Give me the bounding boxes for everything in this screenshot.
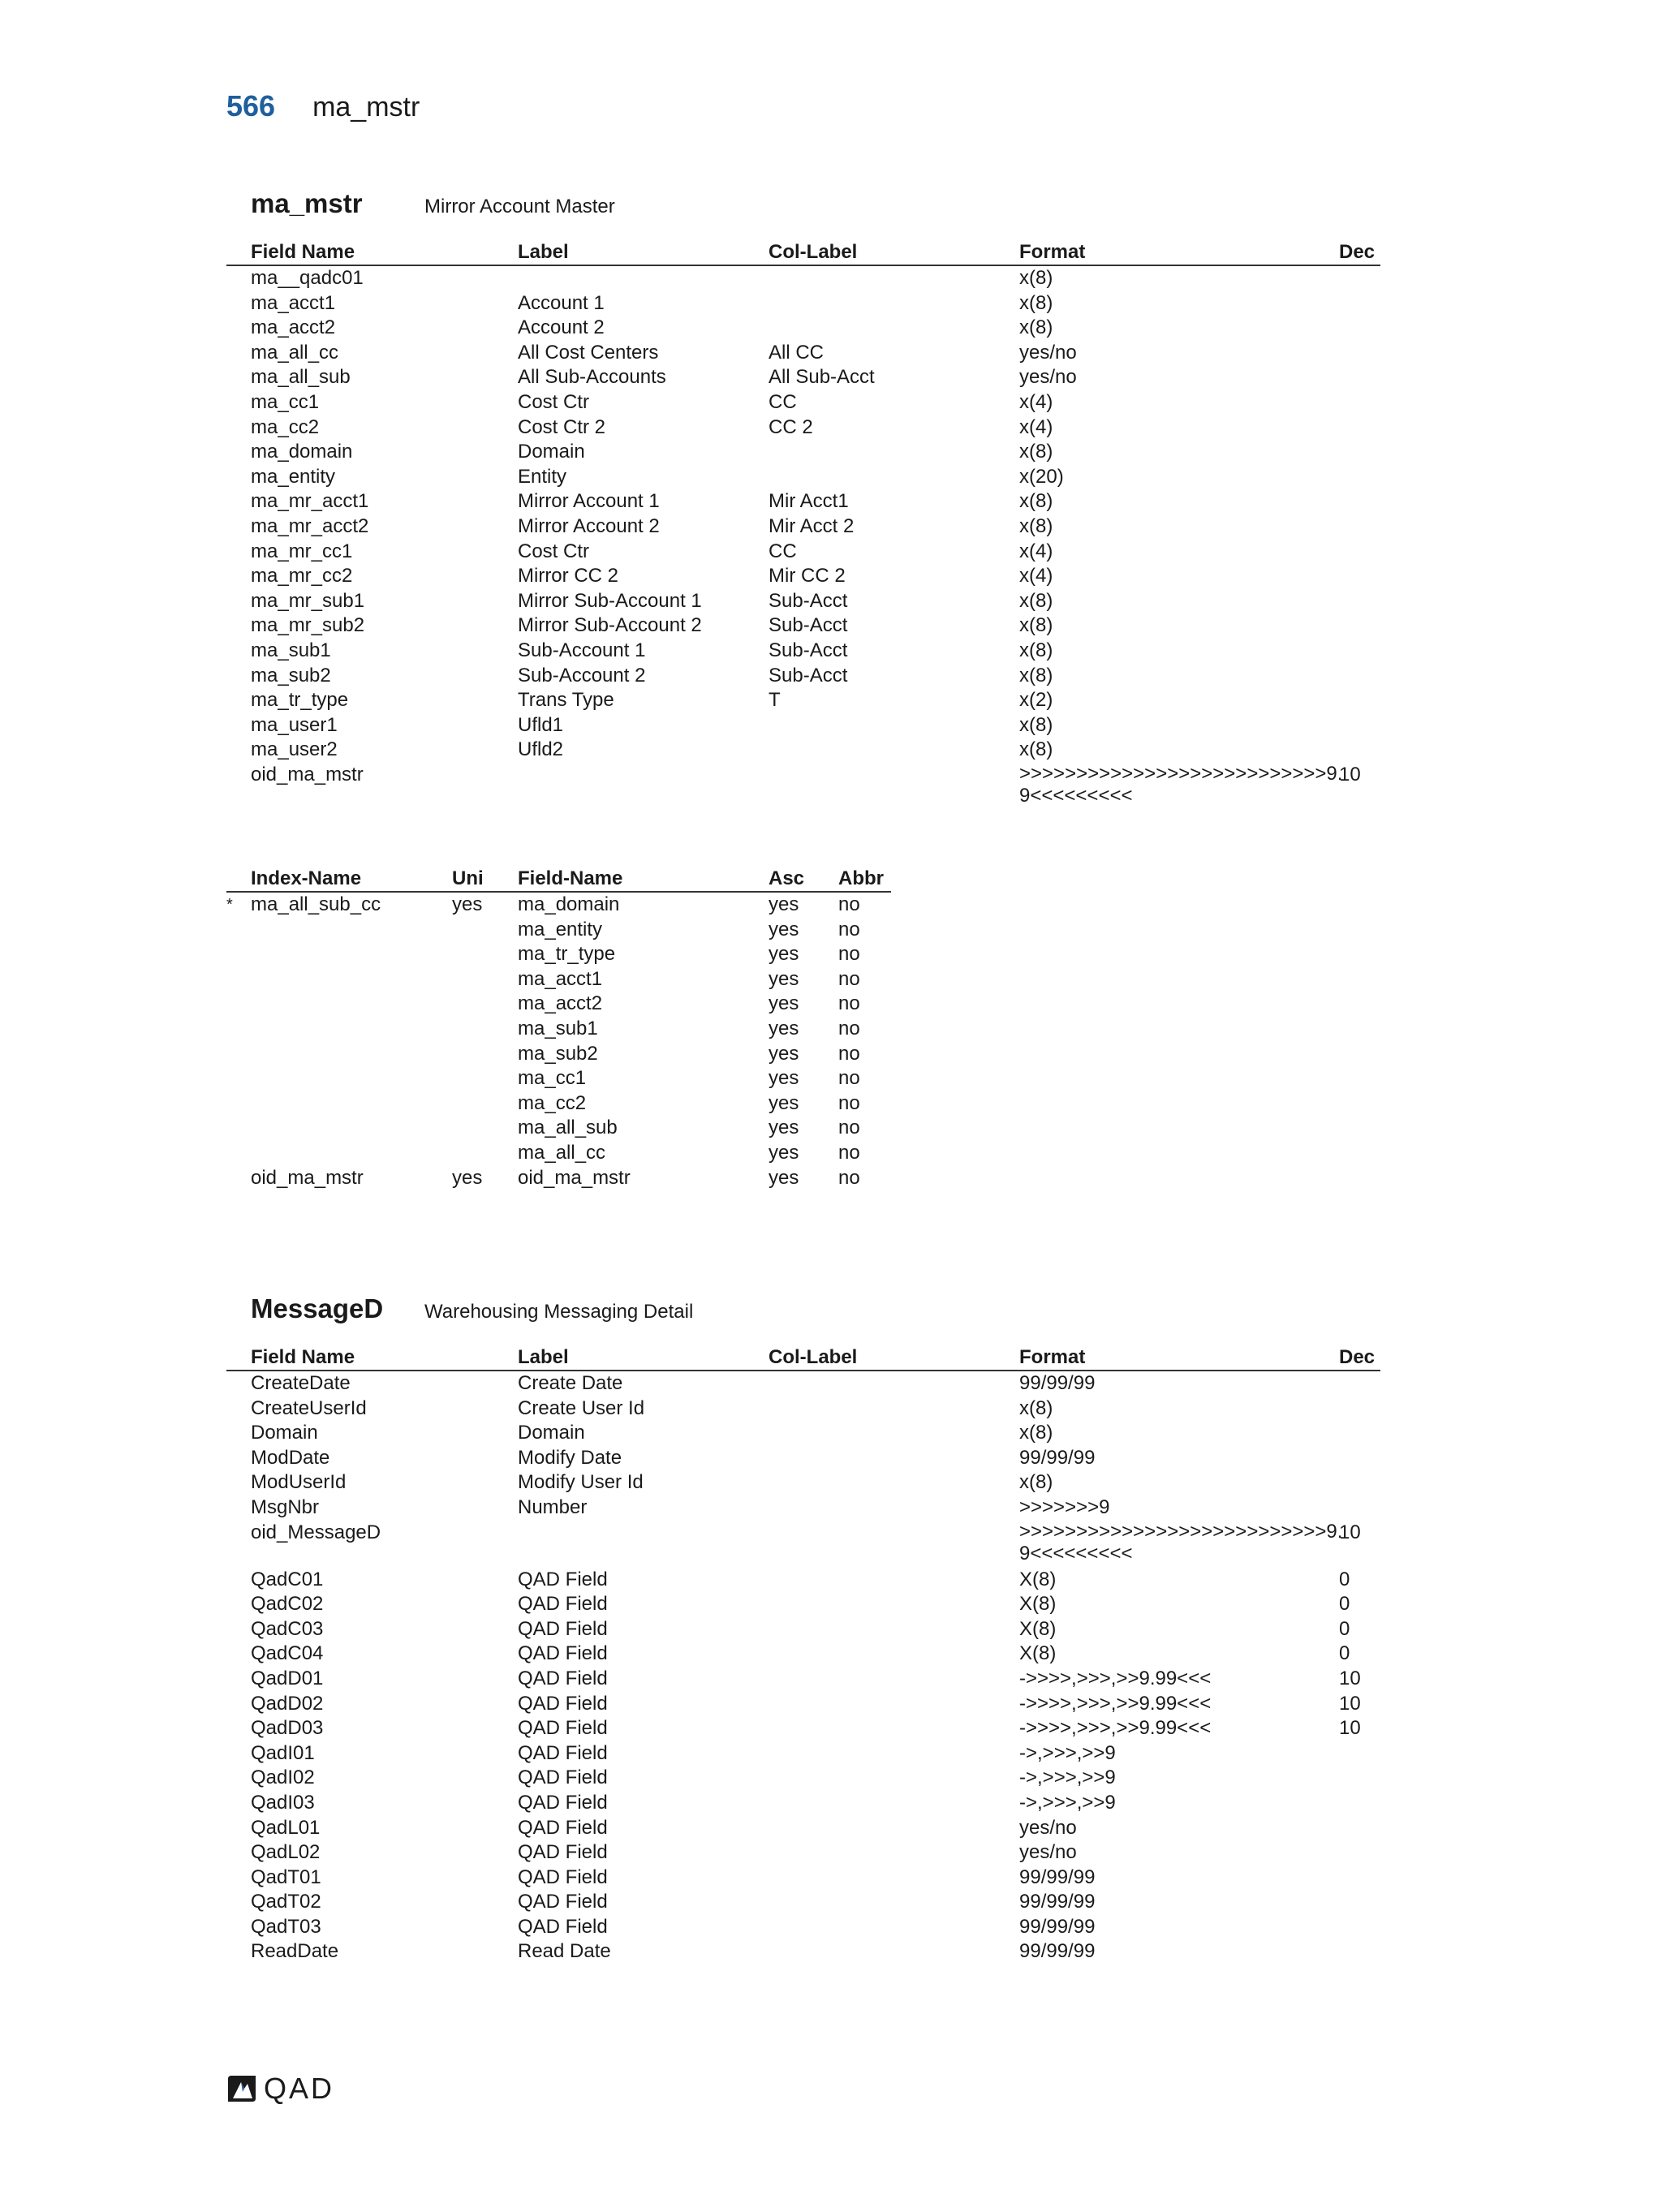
- format-cell: x(4): [1019, 390, 1053, 413]
- format-cell: x(8): [1019, 639, 1053, 661]
- table-row: [226, 1592, 1380, 1617]
- messaged-title: [251, 1293, 693, 1324]
- label-cell: QAD Field: [518, 1767, 608, 1789]
- abbr-cell: no: [838, 1166, 860, 1189]
- format-cell: x(8): [1019, 614, 1053, 637]
- format-cell: ->>>>,>>>,>>9.99<<<: [1019, 1717, 1212, 1740]
- ma-mstr-field-table: [226, 240, 1380, 810]
- abbr-cell: no: [838, 893, 860, 915]
- field-name-cell: oid_ma_mstr: [251, 763, 364, 785]
- col-uni: Uni: [452, 867, 484, 889]
- unique-cell: yes: [452, 893, 483, 915]
- page-topic: ma_mstr: [312, 92, 420, 123]
- table-row: [226, 1692, 1380, 1717]
- table-row: [226, 613, 1380, 639]
- table-row: [226, 1890, 1380, 1915]
- field-name-cell: ma_sub1: [518, 1017, 598, 1039]
- field-name-cell: ma_cc1: [251, 390, 320, 413]
- format-cell: x(8): [1019, 589, 1053, 612]
- field-name-cell: MsgNbr: [251, 1495, 320, 1518]
- table-row: [226, 1667, 1380, 1692]
- field-name-cell: ma_acct2: [518, 992, 603, 1015]
- label-cell: QAD Field: [518, 1617, 608, 1640]
- format-cell: x(4): [1019, 415, 1053, 438]
- format-cell: 99/99/99: [1019, 1915, 1096, 1938]
- field-name-cell: QadC04: [251, 1642, 324, 1665]
- format-cell: x(2): [1019, 689, 1053, 712]
- abbr-cell: no: [838, 1091, 860, 1114]
- format-cell: 99/99/99: [1019, 1866, 1096, 1888]
- col-col-label: Col-Label: [769, 1346, 858, 1368]
- table-row: [226, 440, 1380, 465]
- col-col-label: Col-Label: [769, 241, 858, 263]
- label-cell: QAD Field: [518, 1568, 608, 1590]
- label-cell: Cost Ctr: [518, 540, 590, 562]
- field-name-cell: ma_tr_type: [518, 943, 616, 966]
- field-name-cell: ma_acct1: [251, 291, 336, 314]
- table-row: [226, 1642, 1380, 1667]
- logo-text: QAD: [264, 2072, 335, 2105]
- col-field-name: Field Name: [251, 1346, 355, 1368]
- format-cell: X(8): [1019, 1568, 1057, 1590]
- label-cell: Domain: [518, 1422, 585, 1444]
- abbr-cell: no: [838, 967, 860, 990]
- field-name-cell: ma_cc2: [251, 415, 320, 438]
- dec-cell: 10: [1339, 1717, 1361, 1740]
- col-dec: Dec: [1339, 241, 1376, 263]
- col-label-cell: CC 2: [769, 415, 813, 438]
- table-row: [226, 316, 1380, 341]
- asc-cell: yes: [769, 1091, 799, 1114]
- format-cell: x(4): [1019, 565, 1053, 587]
- field-name-cell: QadC01: [251, 1568, 324, 1590]
- col-label-cell: Sub-Acct: [769, 664, 848, 686]
- format-cell: X(8): [1019, 1593, 1057, 1616]
- label-cell: Mirror Account 2: [518, 514, 660, 537]
- field-name-cell: QadI01: [251, 1741, 315, 1764]
- table-row: [226, 664, 1380, 689]
- table-row: [226, 341, 1380, 366]
- table-row: [226, 415, 1380, 441]
- table-row: [226, 1446, 1380, 1471]
- col-label-cell: Sub-Acct: [769, 589, 848, 612]
- table-row: [226, 1791, 1380, 1816]
- format-cell: yes/no: [1019, 366, 1077, 389]
- field-name-cell: ma_all_sub: [518, 1117, 618, 1139]
- table-row: [226, 1521, 1380, 1568]
- table-row: [226, 291, 1380, 316]
- label-cell: Domain: [518, 441, 585, 463]
- asc-cell: yes: [769, 893, 799, 915]
- field-name-cell: ma_acct1: [518, 967, 603, 990]
- format-cell: >>>>>>>9: [1019, 1495, 1110, 1518]
- asc-cell: yes: [769, 1166, 799, 1189]
- table-row: [226, 639, 1380, 664]
- ma-mstr-title: [251, 188, 615, 219]
- format-cell: x(8): [1019, 1396, 1053, 1419]
- format-cell: ->,>>>,>>9: [1019, 1741, 1116, 1764]
- label-cell: Cost Ctr 2: [518, 415, 606, 438]
- field-name-cell: QadD03: [251, 1717, 324, 1740]
- label-cell: Account 2: [518, 316, 605, 339]
- label-cell: Ufld2: [518, 738, 564, 761]
- format-cell: yes/no: [1019, 1816, 1077, 1839]
- field-name-cell: ma_sub1: [251, 639, 331, 661]
- table-row: [226, 967, 891, 992]
- field-name-cell: Domain: [251, 1422, 318, 1444]
- table-row: [226, 365, 1380, 390]
- dec-cell: 10: [1339, 763, 1361, 785]
- table-description: Warehousing Messaging Detail: [424, 1301, 694, 1323]
- field-name-cell: QadC03: [251, 1617, 324, 1640]
- table-row: [226, 1816, 1380, 1841]
- label-cell: QAD Field: [518, 1791, 608, 1814]
- label-cell: Mirror Account 1: [518, 490, 660, 513]
- label-cell: QAD Field: [518, 1593, 608, 1616]
- label-cell: QAD Field: [518, 1841, 608, 1864]
- field-name-cell: ma_cc1: [518, 1067, 587, 1090]
- field-name-cell: QadT03: [251, 1915, 321, 1938]
- table-row: [226, 489, 1380, 514]
- page-number: 566: [226, 89, 276, 123]
- table-row: [226, 713, 1380, 738]
- field-name-cell: oid_MessageD: [251, 1521, 381, 1543]
- abbr-cell: no: [838, 1117, 860, 1139]
- label-cell: Create Date: [518, 1372, 623, 1394]
- label-cell: All Sub-Accounts: [518, 366, 666, 389]
- format-cell: ->,>>>,>>9: [1019, 1767, 1116, 1789]
- table-row: [226, 1017, 891, 1042]
- dec-cell: 10: [1339, 1667, 1361, 1689]
- abbr-cell: no: [838, 1067, 860, 1090]
- table-row: [226, 1166, 891, 1191]
- format-cell: 99/99/99: [1019, 1891, 1096, 1913]
- table-row: [226, 1396, 1380, 1422]
- table-row: [226, 942, 891, 967]
- table-row: [226, 738, 1380, 763]
- dec-cell: 10: [1339, 1692, 1361, 1715]
- field-name-cell: QadD02: [251, 1692, 324, 1715]
- format-cell: X(8): [1019, 1642, 1057, 1665]
- field-name-cell: CreateDate: [251, 1372, 351, 1394]
- asc-cell: yes: [769, 1042, 799, 1065]
- field-name-cell: QadI03: [251, 1791, 315, 1814]
- dec-cell: 10: [1339, 1521, 1361, 1543]
- format-cell: yes/no: [1019, 341, 1077, 364]
- col-dec: Dec: [1339, 1346, 1376, 1368]
- label-cell: QAD Field: [518, 1915, 608, 1938]
- table-row: [226, 1866, 1380, 1891]
- table-row: [226, 1840, 1380, 1866]
- table-row: [226, 992, 891, 1017]
- label-cell: Mirror CC 2: [518, 565, 618, 587]
- field-name-cell: ma_tr_type: [251, 689, 349, 712]
- field-name-cell: ma_mr_sub2: [251, 614, 365, 637]
- table-row: [226, 390, 1380, 415]
- format-cell: ->>>>,>>>,>>9.99<<<: [1019, 1667, 1212, 1689]
- field-name-cell: QadD01: [251, 1667, 324, 1689]
- field-name-cell: oid_ma_mstr: [518, 1166, 631, 1189]
- table-name: ma_mstr: [251, 188, 363, 218]
- abbr-cell: no: [838, 1017, 860, 1039]
- label-cell: Number: [518, 1495, 588, 1518]
- asc-cell: yes: [769, 1117, 799, 1139]
- format-cell: yes/no: [1019, 1841, 1077, 1864]
- col-label-cell: T: [769, 689, 781, 712]
- table-row: [226, 1939, 1380, 1965]
- format-cell: x(8): [1019, 267, 1053, 289]
- table-row: [226, 763, 1380, 810]
- abbr-cell: no: [838, 943, 860, 966]
- table-row: [226, 1495, 1380, 1521]
- format-cell: x(8): [1019, 514, 1053, 537]
- index-name-cell: ma_all_sub_cc: [251, 893, 381, 915]
- col-asc: Asc: [769, 867, 805, 889]
- field-name-cell: ma_domain: [518, 893, 620, 915]
- dec-cell: 0: [1339, 1593, 1350, 1616]
- col-label-cell: CC: [769, 540, 797, 562]
- dec-cell: 0: [1339, 1642, 1350, 1665]
- table-row: [226, 1716, 1380, 1741]
- col-label-cell: Sub-Acct: [769, 639, 848, 661]
- col-label-cell: All CC: [769, 341, 825, 364]
- index-table-header: [226, 867, 891, 893]
- format-cell: x(8): [1019, 490, 1053, 513]
- label-cell: Cost Ctr: [518, 390, 590, 413]
- table-row: [226, 1568, 1380, 1593]
- field-name-cell: ModDate: [251, 1446, 330, 1469]
- field-name-cell: ma_sub2: [251, 664, 331, 686]
- format-cell: >>>>>>>>>>>>>>>>>>>>>>>>>>>9.9<<<<<<<<<: [1019, 762, 1343, 807]
- table-row: [226, 540, 1380, 565]
- table-name: MessageD: [251, 1293, 384, 1323]
- label-cell: Modify User Id: [518, 1471, 644, 1494]
- qad-logo-icon: [226, 2074, 257, 2103]
- col-label-cell: Mir Acct1: [769, 490, 849, 513]
- field-name-cell: CreateUserId: [251, 1396, 367, 1419]
- table-row: [226, 688, 1380, 713]
- field-name-cell: ma_entity: [518, 918, 603, 940]
- table-row: [226, 1091, 891, 1117]
- col-label-cell: CC: [769, 390, 797, 413]
- col-format: Format: [1019, 1346, 1086, 1368]
- primary-index-marker: *: [226, 896, 233, 914]
- field-name-cell: QadT02: [251, 1891, 321, 1913]
- field-name-cell: ma_entity: [251, 465, 336, 488]
- label-cell: Mirror Sub-Account 1: [518, 589, 702, 612]
- abbr-cell: no: [838, 1042, 860, 1065]
- label-cell: Create User Id: [518, 1396, 645, 1419]
- col-index-name: Index-Name: [251, 867, 362, 889]
- asc-cell: yes: [769, 992, 799, 1015]
- field-name-cell: ma__qadc01: [251, 267, 364, 289]
- format-cell: ->>>>,>>>,>>9.99<<<: [1019, 1692, 1212, 1715]
- label-cell: All Cost Centers: [518, 341, 659, 364]
- format-cell: x(4): [1019, 540, 1053, 562]
- table-row: [226, 1042, 891, 1067]
- field-name-cell: QadC02: [251, 1593, 324, 1616]
- table-description: Mirror Account Master: [424, 196, 615, 217]
- label-cell: Ufld1: [518, 713, 564, 736]
- label-cell: Sub-Account 1: [518, 639, 646, 661]
- asc-cell: yes: [769, 918, 799, 940]
- label-cell: QAD Field: [518, 1741, 608, 1764]
- format-cell: x(8): [1019, 738, 1053, 761]
- table-row: [226, 1116, 891, 1141]
- label-cell: QAD Field: [518, 1816, 608, 1839]
- col-field-name: Field Name: [251, 241, 355, 263]
- label-cell: Read Date: [518, 1940, 611, 1963]
- col-format: Format: [1019, 241, 1086, 263]
- abbr-cell: no: [838, 918, 860, 940]
- label-cell: Trans Type: [518, 689, 614, 712]
- table-row: [226, 1141, 891, 1166]
- format-cell: x(8): [1019, 1471, 1053, 1494]
- col-label: Label: [518, 241, 569, 263]
- format-cell: 99/99/99: [1019, 1372, 1096, 1394]
- field-name-cell: ModUserId: [251, 1471, 347, 1494]
- format-cell: x(8): [1019, 441, 1053, 463]
- col-label-cell: All Sub-Acct: [769, 366, 875, 389]
- asc-cell: yes: [769, 967, 799, 990]
- label-cell: Mirror Sub-Account 2: [518, 614, 702, 637]
- label-cell: Entity: [518, 465, 567, 488]
- format-cell: x(8): [1019, 291, 1053, 314]
- field-name-cell: ma_mr_cc1: [251, 540, 353, 562]
- field-name-cell: ma_all_cc: [251, 341, 339, 364]
- table-row: [226, 564, 1380, 589]
- format-cell: x(8): [1019, 1422, 1053, 1444]
- table-row: [226, 1915, 1380, 1940]
- table-row: [226, 589, 1380, 614]
- table-row: [226, 1766, 1380, 1791]
- field-name-cell: ma_user1: [251, 713, 338, 736]
- label-cell: QAD Field: [518, 1667, 608, 1689]
- field-name-cell: ma_all_sub: [251, 366, 351, 389]
- field-name-cell: ma_cc2: [518, 1091, 587, 1114]
- col-field-name: Field-Name: [518, 867, 623, 889]
- table-row: [226, 514, 1380, 540]
- page-header: [226, 89, 420, 130]
- label-cell: QAD Field: [518, 1891, 608, 1913]
- table-row: [226, 1470, 1380, 1495]
- col-label-cell: Sub-Acct: [769, 614, 848, 637]
- table-row: [226, 1421, 1380, 1446]
- unique-cell: yes: [452, 1166, 483, 1189]
- asc-cell: yes: [769, 1141, 799, 1164]
- qad-logo: [226, 2072, 334, 2106]
- index-name-cell: oid_ma_mstr: [251, 1166, 364, 1189]
- field-name-cell: ma_user2: [251, 738, 338, 761]
- field-name-cell: QadL02: [251, 1841, 321, 1864]
- table-row: [226, 1066, 891, 1091]
- field-name-cell: ma_domain: [251, 441, 353, 463]
- field-name-cell: ma_mr_acct1: [251, 490, 369, 513]
- field-name-cell: QadT01: [251, 1866, 321, 1888]
- format-cell: 99/99/99: [1019, 1940, 1096, 1963]
- format-cell: X(8): [1019, 1617, 1057, 1640]
- label-cell: Sub-Account 2: [518, 664, 646, 686]
- format-cell: x(20): [1019, 465, 1064, 488]
- asc-cell: yes: [769, 943, 799, 966]
- table-row: [226, 266, 1380, 291]
- col-label: Label: [518, 1346, 569, 1368]
- field-table-header: [226, 1345, 1380, 1371]
- table-row: [226, 1741, 1380, 1767]
- table-row: [226, 893, 891, 918]
- asc-cell: yes: [769, 1017, 799, 1039]
- ma-mstr-index-table: [226, 867, 891, 1190]
- table-row: [226, 918, 891, 943]
- field-name-cell: QadI02: [251, 1767, 315, 1789]
- label-cell: QAD Field: [518, 1866, 608, 1888]
- field-name-cell: ma_acct2: [251, 316, 336, 339]
- format-cell: x(8): [1019, 316, 1053, 339]
- label-cell: QAD Field: [518, 1717, 608, 1740]
- format-cell: x(8): [1019, 713, 1053, 736]
- col-label-cell: Mir Acct 2: [769, 514, 855, 537]
- format-cell: x(8): [1019, 664, 1053, 686]
- asc-cell: yes: [769, 1067, 799, 1090]
- dec-cell: 0: [1339, 1617, 1350, 1640]
- field-name-cell: ReadDate: [251, 1940, 339, 1963]
- abbr-cell: no: [838, 992, 860, 1015]
- field-name-cell: ma_mr_cc2: [251, 565, 353, 587]
- messaged-field-table: [226, 1345, 1380, 1965]
- field-name-cell: ma_all_cc: [518, 1141, 606, 1164]
- label-cell: Account 1: [518, 291, 605, 314]
- field-name-cell: ma_mr_acct2: [251, 514, 369, 537]
- format-cell: 99/99/99: [1019, 1446, 1096, 1469]
- label-cell: QAD Field: [518, 1692, 608, 1715]
- field-name-cell: ma_sub2: [518, 1042, 598, 1065]
- format-cell: ->,>>>,>>9: [1019, 1791, 1116, 1814]
- label-cell: QAD Field: [518, 1642, 608, 1665]
- abbr-cell: no: [838, 1141, 860, 1164]
- col-label-cell: Mir CC 2: [769, 565, 846, 587]
- field-name-cell: QadL01: [251, 1816, 321, 1839]
- field-table-header: [226, 240, 1380, 266]
- table-row: [226, 1371, 1380, 1396]
- col-abbr: Abbr: [838, 867, 884, 889]
- field-name-cell: ma_mr_sub1: [251, 589, 365, 612]
- format-cell: >>>>>>>>>>>>>>>>>>>>>>>>>>>9.9<<<<<<<<<: [1019, 1520, 1343, 1564]
- table-row: [226, 1617, 1380, 1642]
- dec-cell: 0: [1339, 1568, 1350, 1590]
- table-row: [226, 465, 1380, 490]
- label-cell: Modify Date: [518, 1446, 622, 1469]
